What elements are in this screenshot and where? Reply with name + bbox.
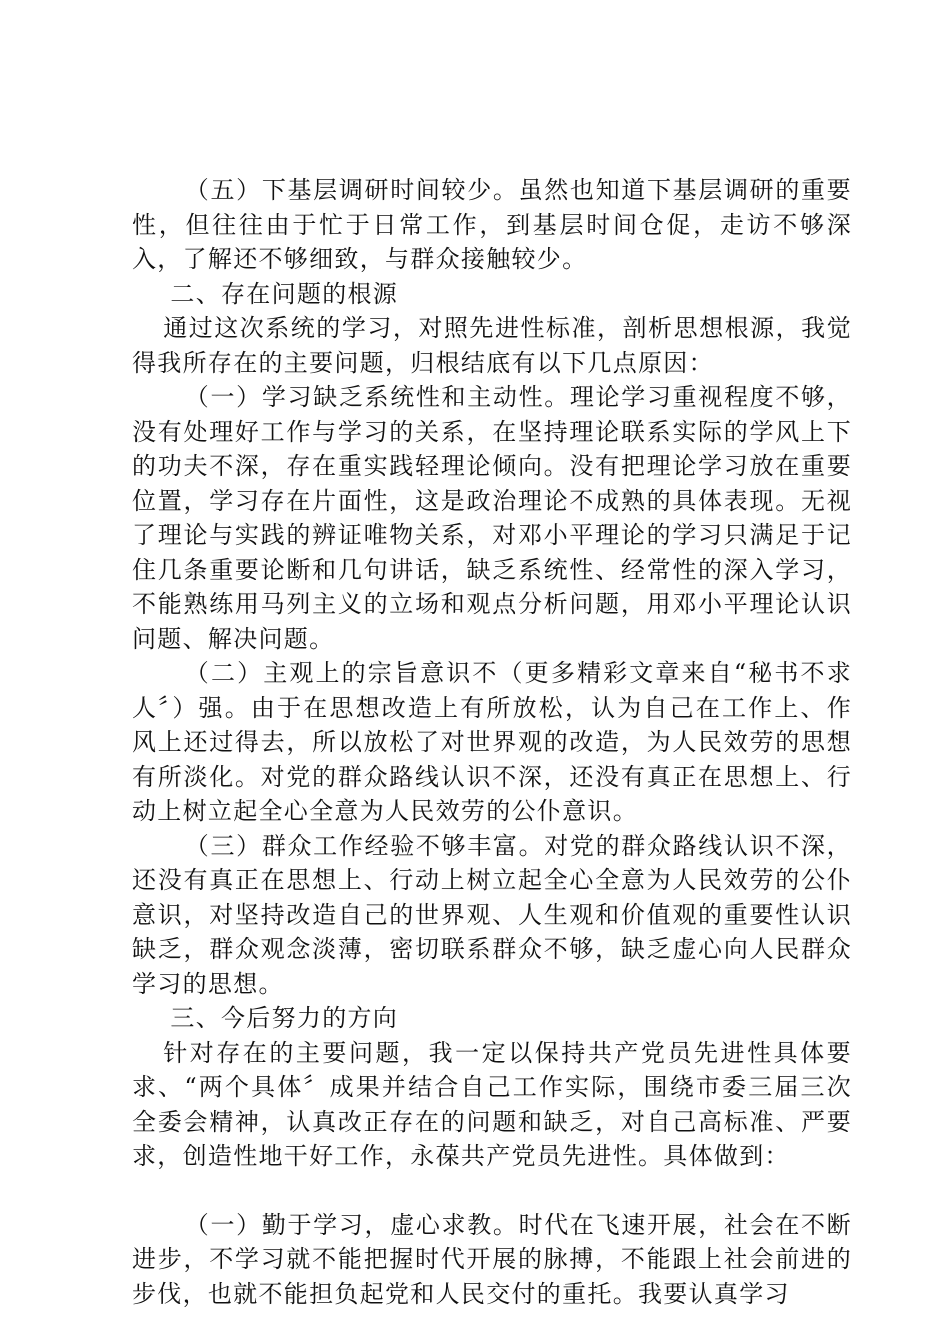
paragraph-gap [132, 1174, 852, 1208]
section-heading-2-root-causes: 二、存在问题的根源 [170, 279, 399, 308]
paragraph-1-diligent-study: （一）勤于学习，虚心求教。时代在飞速开展，社会在不断进步，不学习就不能把握时代开展的脉搏，不能跟上社会前进的步伐，也就不能担负起党和人民交付的重托。我要认真学习 [132, 1210, 852, 1308]
paragraph-5-grassroots-research: （五）下基层调研时间较少。虽然也知道下基层调研的重要性，但往往由于忙于日常工作，到基层时间仓促，走访不够深入，了解还不够细致，与群众接触较少。 [132, 176, 852, 273]
paragraph-3-mass-work-experience: （三）群众工作经验不够丰富。对党的群众路线认识不深，还没有真正在思想上、行动上树立起全心全意为人民效劳的公仆意识，对坚持改造自己的世界观、人生观和价值观的重要性认识缺乏，群众观念淡薄，密切联系群众不够，缺乏虚心向人民群众学习的思想。 [132, 831, 852, 998]
paragraph-2-purpose-awareness: （二）主观上的宗旨意识不（更多精彩文章来自“秘书不求人〞）强。由于在思想改造上有所放松，认为自己在工作上、作风上还过得去，所以放松了对世界观的改造，为人民效劳的思想有所淡化。对党的群众路线认识不深，还没有真正在思想上、行动上树立起全心全意为人民效劳的公仆意识。 [132, 659, 852, 825]
section-heading-3-future-direction: 三、今后努力的方向 [170, 1004, 399, 1032]
document-body [132, 173, 852, 1311]
paragraph-root-causes-intro: 通过这次系统的学习，对照先进性标准，剖析思想根源，我觉得我所存在的主要问题，归根结底有以下几点原因： [132, 314, 852, 377]
paragraph-1-study-lacking: （一）学习缺乏系统性和主动性。理论学习重视程度不够，没有处理好工作与学习的关系，在坚持理论联系实际的学风上下的功夫不深，存在重实践轻理论倾向。没有把理论学习放在重要位置，学习存在片面性，这是政治理论不成熟的具体表现。无视了理论与实践的辨证唯物关系，对邓小平理论的学习只满足于记住几条重要论断和几句讲话，缺乏系统性、经常性的深入学习，不能熟练用马列主义的立场和观点分析问题，用邓小平理论认识问题、解决问题。 [132, 383, 852, 653]
paragraph-future-direction-intro: 针对存在的主要问题，我一定以保持共产党员先进性具体要求、“两个具体〞成果并结合自己工作实际，围绕市委三届三次全委会精神，认真改正存在的问题和缺乏，对自己高标准、严要求，创造性地干好工作，永葆共产党员先进性。具体做到： [132, 1038, 852, 1170]
